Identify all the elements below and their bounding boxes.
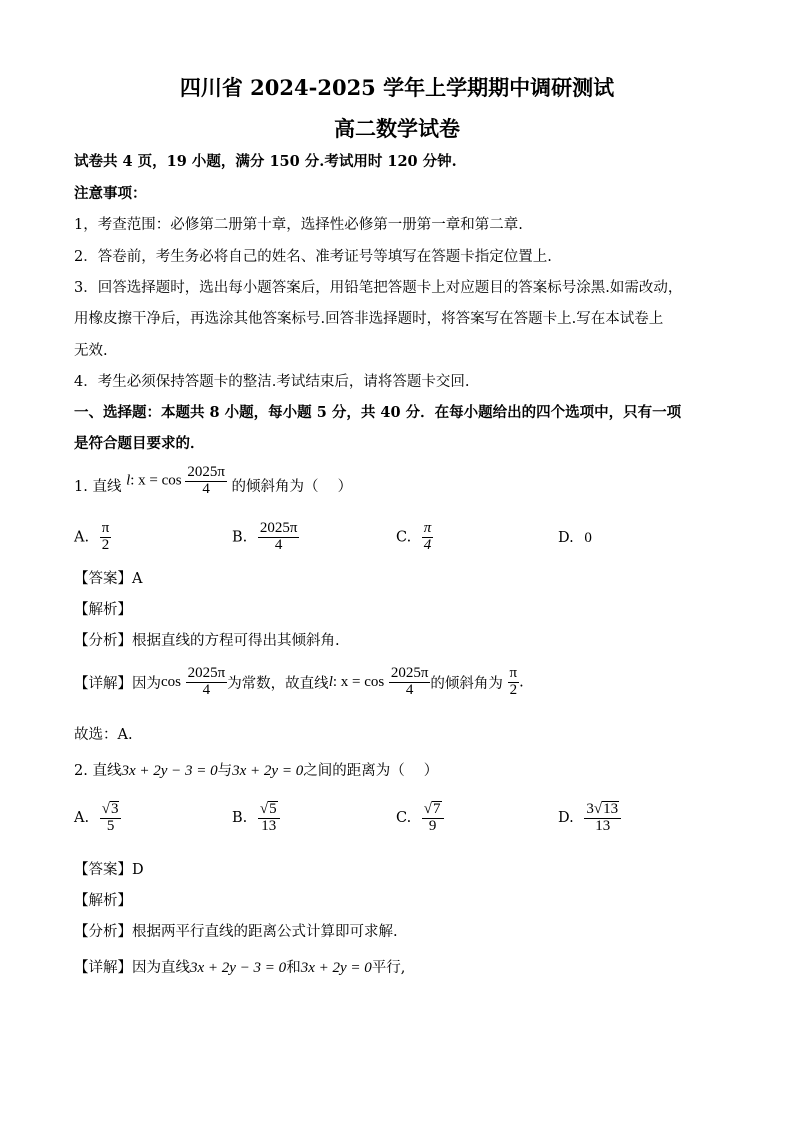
- question-2-prefix: 2. 直线: [74, 763, 122, 779]
- question-1: [74, 465, 352, 498]
- notice-heading: 注意事项：: [74, 185, 147, 202]
- option-c: [396, 521, 433, 554]
- analysis-label: 【解析】: [74, 893, 132, 909]
- option-c: [396, 801, 444, 835]
- option-b-value: √ 5 13: [258, 801, 280, 835]
- option-label: D.: [558, 530, 574, 546]
- fraction-denominator: 4: [423, 536, 432, 553]
- notice-item: 4．考生必须保持答题卡的整洁.考试结束后，请将答题卡交回.: [74, 374, 470, 390]
- fraction-numerator: 2025π: [390, 665, 429, 681]
- fraction-denominator: 4: [405, 681, 414, 698]
- fraction: [508, 666, 520, 699]
- option-b: [232, 521, 299, 554]
- fraction-numerator: 2025π: [259, 520, 298, 536]
- math-x-cos: : x = cos: [130, 472, 182, 489]
- option-label: B.: [232, 529, 248, 546]
- answer-label: 【答案】D: [74, 862, 144, 878]
- fraction-numerator: π: [509, 665, 518, 681]
- fraction-denominator: 5: [106, 817, 115, 834]
- detail-text: 为常数，故直线: [227, 675, 329, 692]
- math-cos: cos: [161, 673, 181, 690]
- notice-item: 3．回答选择题时，选出每小题答案后，用铅笔把答题卡上对应题目的答案标号涂黑.如需改动，: [74, 280, 683, 296]
- question-1-suffix: 的倾斜角为（ ）: [231, 478, 353, 495]
- option-label: A.: [74, 809, 90, 826]
- fraction: [389, 666, 431, 699]
- option-a: [74, 801, 121, 835]
- option-label: C.: [396, 809, 412, 826]
- radicand: 13: [603, 801, 619, 817]
- section-heading: 一、选择题：本题共 8 小题，每小题 5 分，共 40 分．在每小题给出的四个选项中，只有一项: [74, 404, 682, 421]
- coefficient: 3: [586, 801, 594, 817]
- fraction-numerator: 2025π: [187, 464, 225, 480]
- detail-q2: [74, 956, 405, 977]
- detail-prefix: 【详解】因为直线: [74, 960, 190, 976]
- fraction-denominator: 4: [202, 681, 211, 698]
- question-2: [74, 759, 438, 780]
- fraction-denominator: 9: [428, 817, 437, 834]
- radicand: 7: [433, 801, 441, 817]
- analysis-text: 【分析】根据直线的方程可得出其倾斜角.: [74, 633, 340, 649]
- notice-item: 2．答卷前，考生务必将自己的姓名、准考证号等填写在答题卡指定位置上.: [74, 249, 552, 265]
- math-l: l: [328, 673, 333, 690]
- fraction-numerator: 2025π: [187, 665, 226, 681]
- question-2-suffix: 之间的距离为（ ）: [303, 763, 439, 779]
- detail-prefix: 【详解】因为: [74, 675, 161, 692]
- option-a: [74, 521, 111, 554]
- exam-intro: 试卷共 4 页，19 小题，满分 150 分.考试用时 120 分钟.: [74, 153, 457, 170]
- fraction-numerator: π: [101, 520, 110, 536]
- fraction-denominator: 4: [202, 480, 210, 497]
- option-label: B.: [232, 809, 248, 826]
- option-c-value: [422, 521, 434, 554]
- option-b: [232, 801, 280, 835]
- notice-item: 用橡皮擦干净后，再选涂其他答案标号.回答非选择题时，将答案写在答题卡上.写在本试卷上: [74, 311, 664, 327]
- fraction-denominator: 2: [509, 681, 518, 698]
- option-label: A.: [74, 529, 90, 546]
- radicand: 3: [110, 801, 119, 817]
- fraction-numerator: π: [423, 520, 432, 536]
- section-heading-cont: 是符合题目要求的．: [74, 435, 205, 452]
- conjunction: 和: [286, 960, 301, 976]
- choose-text: 故选：A.: [74, 727, 133, 743]
- option-d-value: 3 √ 13 13: [584, 801, 621, 835]
- answer-label: 【答案】A: [74, 571, 143, 587]
- math-l: l: [126, 472, 131, 489]
- option-d: [558, 530, 592, 547]
- option-b-value: [258, 521, 300, 554]
- fraction-denominator: 4: [274, 536, 283, 553]
- option-a-value: [100, 521, 112, 554]
- option-c-value: √ 7 9: [422, 801, 444, 835]
- detail-end: 平行,: [371, 960, 406, 976]
- question-1-prefix: 1. 直线: [74, 478, 122, 495]
- radicand: 5: [269, 801, 277, 817]
- fraction-denominator: 2: [101, 536, 110, 553]
- notice-item: 无效.: [74, 343, 108, 359]
- question-1-formula: [126, 465, 227, 498]
- fraction: [185, 465, 227, 498]
- fraction-denominator: 13: [595, 817, 611, 834]
- conjunction: 与: [217, 763, 233, 779]
- analysis-text: 【分析】根据两平行直线的距离公式计算即可求解.: [74, 924, 398, 940]
- equation: 3x + 2y = 0: [300, 960, 372, 976]
- page-title: 四川省 2024-2025 学年上学期期中调研测试: [179, 75, 615, 100]
- equation: 3x + 2y = 0: [232, 763, 304, 779]
- option-a-value: √ 3 5: [100, 801, 122, 835]
- analysis-label: 【解析】: [74, 602, 132, 618]
- equation: 3x + 2y − 3 = 0: [121, 763, 218, 779]
- option-d: [558, 801, 621, 835]
- detail-text: 的倾斜角为: [430, 675, 503, 692]
- fraction-denominator: 13: [261, 817, 277, 834]
- option-d-value: 0: [584, 530, 592, 546]
- option-label: C.: [396, 529, 412, 546]
- equation: 3x + 2y − 3 = 0: [190, 960, 287, 976]
- fraction: [186, 666, 228, 699]
- option-label: D.: [558, 809, 574, 826]
- notice-item: 1，考查范围：必修第二册第十章，选择性必修第一册第一章和第二章.: [74, 217, 523, 233]
- detail-q1: [74, 666, 524, 699]
- page-subtitle: 高二数学试卷: [334, 116, 460, 141]
- detail-end: .: [519, 674, 524, 691]
- math-x-cos: : x = cos: [332, 673, 385, 690]
